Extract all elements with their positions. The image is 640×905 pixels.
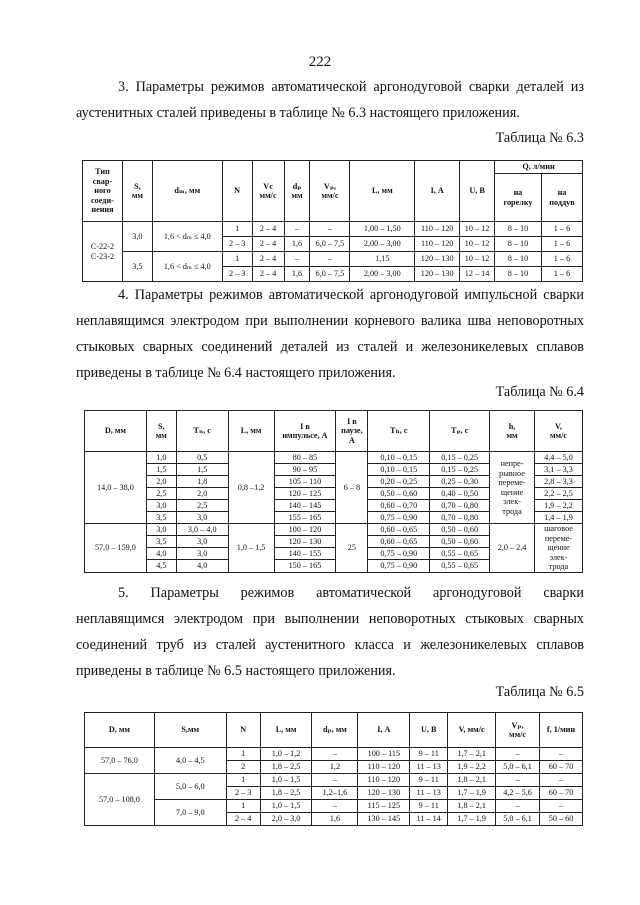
- cell: –: [312, 748, 358, 761]
- paragraph-line: приведены в таблице № 6.4 настоящего приложения.: [76, 365, 396, 381]
- cell: 3,5: [146, 536, 176, 548]
- header-th: Tₕ, с: [368, 411, 430, 452]
- header-s: S,мм: [154, 713, 226, 748]
- paragraph-line: 4. Параметры режимов автоматической аргонодуговой импульсной сварки: [118, 287, 584, 303]
- cell: 1: [226, 774, 260, 787]
- cell: 6,0 – 7,5: [310, 237, 350, 252]
- cell: 1,9 – 2,2: [448, 761, 496, 774]
- page-number: 222: [308, 54, 332, 70]
- cell: 60 – 70: [540, 787, 583, 800]
- cell: –: [496, 748, 540, 761]
- cell: 4,0 – 4,5: [154, 748, 226, 774]
- table-row: [85, 774, 583, 787]
- cell: 0,75 – 0,90: [368, 560, 430, 572]
- cell: 1,6 < dₘ ≤ 4,0: [152, 222, 222, 252]
- cell: 1,7 – 1,9: [448, 787, 496, 800]
- cell: 2,0 – 2,4: [490, 524, 535, 573]
- cell: 0,8 –1,2: [228, 452, 274, 524]
- paragraph-line: стыковых сварных соединений деталей из сталей и железоникелевых сплавов: [76, 339, 584, 355]
- cell: непре- рывное переме- щение элек- трода: [490, 452, 535, 524]
- cell: 1,2: [312, 761, 358, 774]
- cell: 110 – 120: [358, 761, 410, 774]
- header-n: N: [222, 161, 252, 222]
- cell: 3,0: [176, 512, 228, 524]
- paragraph-line: 5. Параметры режимов автоматической аргонодуговой сварки: [118, 585, 584, 601]
- cell: 1,9 – 2,2: [534, 500, 582, 512]
- cell: 0,60 – 0,65: [368, 524, 430, 536]
- cell: 10 – 12: [460, 222, 495, 237]
- cell: 9 – 11: [410, 748, 448, 761]
- paragraph-line: соединений труб из сталей аустенитного класса и железоникелевых сплавов: [76, 637, 584, 653]
- cell: 2,5: [176, 500, 228, 512]
- header-tp: Tₚ, с: [430, 411, 490, 452]
- cell: 0,75 – 0,90: [368, 512, 430, 524]
- cell: 105 – 110: [274, 476, 336, 488]
- cell: 1,0 – 1,2: [260, 748, 312, 761]
- cell: 9 – 11: [410, 800, 448, 813]
- cell: 1 – 6: [541, 252, 582, 267]
- cell: 1,15: [350, 252, 415, 267]
- cell: 0,10 – 0,15: [368, 464, 430, 476]
- cell: 130 – 145: [358, 813, 410, 826]
- cell: 5,0 – 6,0: [154, 774, 226, 800]
- cell: 4,4 – 5,0: [534, 452, 582, 464]
- header-i: I, А: [358, 713, 410, 748]
- cell: 2 – 3: [222, 267, 252, 282]
- cell: 1,8: [176, 476, 228, 488]
- cell: 5,0 – 6,1: [496, 761, 540, 774]
- cell: 2,00 – 3,00: [350, 237, 415, 252]
- cell: 150 – 165: [274, 560, 336, 572]
- header-tn: Tₙ, с: [176, 411, 228, 452]
- cell: 120 – 130: [358, 787, 410, 800]
- cell: 1,00 – 1,50: [350, 222, 415, 237]
- cell: 1,7 – 2,1: [448, 748, 496, 761]
- cell: шаговое переме- щение элек- трода: [534, 524, 582, 573]
- cell: 4,0: [176, 560, 228, 572]
- header-d: dₘ, мм: [152, 161, 222, 222]
- cell: –: [540, 774, 583, 787]
- cell: 3,0: [176, 536, 228, 548]
- cell: –: [496, 774, 540, 787]
- cell: 90 – 95: [274, 464, 336, 476]
- header-d: D, мм: [85, 713, 155, 748]
- cell: 5,0 – 6,1: [496, 813, 540, 826]
- cell: 11 – 13: [410, 761, 448, 774]
- table-6-4-caption: Таблица № 6.4: [495, 384, 584, 400]
- cell: 8 – 10: [495, 237, 542, 252]
- cell: –: [310, 252, 350, 267]
- cell: 57,0 – 159,0: [85, 524, 147, 573]
- cell: 2 – 3: [226, 787, 260, 800]
- cell: 120 – 125: [274, 488, 336, 500]
- header-u: U, В: [460, 161, 495, 222]
- paragraph-line: неплавящимся электродом при выполнении корневого валика шва неповоротных: [76, 313, 584, 329]
- cell: 0,60 – 0,65: [368, 536, 430, 548]
- cell: 2,0: [176, 488, 228, 500]
- cell: 115 – 125: [358, 800, 410, 813]
- cell: –: [540, 748, 583, 761]
- paragraph-3: [76, 74, 584, 126]
- cell: 3,5: [122, 252, 152, 282]
- header-q: Q, л/мин: [495, 161, 583, 174]
- cell: 3,0: [122, 222, 152, 252]
- cell: 1,2–1,6: [312, 787, 358, 800]
- cell: 4,0: [146, 548, 176, 560]
- cell: 2,0: [146, 476, 176, 488]
- header-i-pulse: I в импульсе, А: [274, 411, 336, 452]
- cell: 0,50 – 0,60: [430, 536, 490, 548]
- cell: 11 – 13: [410, 787, 448, 800]
- cell: 2,5: [146, 488, 176, 500]
- header-u: U, В: [410, 713, 448, 748]
- cell: 3,0 – 4,0: [176, 524, 228, 536]
- header-vc: Vc мм/с: [252, 161, 284, 222]
- cell: 2,00 – 3,00: [350, 267, 415, 282]
- cell: –: [284, 222, 310, 237]
- cell: 1,6: [312, 813, 358, 826]
- cell: 7,0 – 9,0: [154, 800, 226, 826]
- table-6-5: [84, 712, 583, 826]
- cell: 140 – 145: [274, 500, 336, 512]
- table-6-3: [82, 160, 583, 282]
- table-row: [85, 748, 583, 761]
- paragraph-line: неплавящимся электродом при выполнении неповоротных стыковых сварных: [76, 611, 584, 627]
- cell: 2 – 3: [222, 237, 252, 252]
- cell: 100 – 115: [358, 748, 410, 761]
- cell: 110 – 120: [358, 774, 410, 787]
- cell: 120 – 130: [415, 252, 460, 267]
- cell: 120 – 130: [415, 267, 460, 282]
- cell: 1: [226, 800, 260, 813]
- paragraph-5: [76, 580, 584, 684]
- header-l: L, мм: [260, 713, 312, 748]
- header-h: h, мм: [490, 411, 535, 452]
- cell: –: [284, 252, 310, 267]
- header-dp: dₚ, мм: [312, 713, 358, 748]
- cell: 10 – 12: [460, 237, 495, 252]
- cell: 0,50 – 0,60: [430, 524, 490, 536]
- cell: 1,6 < dₘ ≤ 4,0: [152, 252, 222, 282]
- cell: 80 – 85: [274, 452, 336, 464]
- cell: 0,50 – 0,60: [368, 488, 430, 500]
- cell: 1,0 – 1,5: [228, 524, 274, 573]
- cell: 140 – 155: [274, 548, 336, 560]
- cell: 1,0 – 1,5: [260, 800, 312, 813]
- table-row: [85, 524, 583, 536]
- header-i: I, А: [415, 161, 460, 222]
- header-q-torch: на горелку: [495, 174, 542, 222]
- cell: 155 – 165: [274, 512, 336, 524]
- cell: 0,40 – 0,50: [430, 488, 490, 500]
- cell: 2 – 4: [252, 237, 284, 252]
- cell: 1,6: [284, 237, 310, 252]
- cell: 3,5: [146, 512, 176, 524]
- cell: 6,0 – 7,5: [310, 267, 350, 282]
- cell: 8 – 10: [495, 267, 542, 282]
- cell: 1 – 6: [541, 237, 582, 252]
- table-6-5-caption: Таблица № 6.5: [495, 684, 584, 700]
- cell: –: [496, 800, 540, 813]
- cell: 6 – 8: [336, 452, 368, 524]
- cell: 2 – 4: [252, 222, 284, 237]
- paragraph-line: 3. Параметры режимов автоматической аргонодуговой сварки деталей из: [118, 79, 584, 95]
- cell: 1,5: [146, 464, 176, 476]
- table-6-3-caption: Таблица № 6.3: [495, 130, 584, 146]
- cell: 0,75 – 0,90: [368, 548, 430, 560]
- cell: –: [312, 774, 358, 787]
- header-f: f, 1/мин: [540, 713, 583, 748]
- cell: 1,8 – 2,1: [448, 774, 496, 787]
- cell: 0,15 – 0,25: [430, 452, 490, 464]
- cell: 25: [336, 524, 368, 573]
- header-dp: dₚ мм: [284, 161, 310, 222]
- header-s: S, мм: [122, 161, 152, 222]
- header-q-purge: на поддув: [541, 174, 582, 222]
- table-6-4: [84, 410, 583, 573]
- cell: 12 – 14: [460, 267, 495, 282]
- cell: 1,5: [176, 464, 228, 476]
- table-row: [85, 452, 583, 464]
- cell: –: [312, 800, 358, 813]
- cell: 1,8 – 2,5: [260, 761, 312, 774]
- cell: 4,2 – 5,6: [496, 787, 540, 800]
- header-l: L, мм: [228, 411, 274, 452]
- cell: 0,10 – 0,15: [368, 452, 430, 464]
- cell: 50 – 60: [540, 813, 583, 826]
- cell: 14,0 – 38,0: [85, 452, 147, 524]
- cell: 0,60 – 0,70: [368, 500, 430, 512]
- cell: 2,8 – 3,3: [534, 476, 582, 488]
- cell: 2: [226, 761, 260, 774]
- cell: 9 – 11: [410, 774, 448, 787]
- cell: 2 – 4: [226, 813, 260, 826]
- cell: 0,70 – 0,80: [430, 500, 490, 512]
- cell: 1,8 – 2,1: [448, 800, 496, 813]
- cell: 3,1 – 3,3: [534, 464, 582, 476]
- cell: 100 – 120: [274, 524, 336, 536]
- table-row: [83, 222, 583, 237]
- cell: 1,4 – 1,9: [534, 512, 582, 524]
- cell: 2,0 – 3,0: [260, 813, 312, 826]
- cell: 3,0: [146, 524, 176, 536]
- cell: 2,2 – 2,5: [534, 488, 582, 500]
- cell: 0,70 – 0,80: [430, 512, 490, 524]
- cell: 110 – 120: [415, 237, 460, 252]
- table-row: [85, 800, 583, 813]
- cell: 57,0 – 76,0: [85, 748, 155, 774]
- cell: 3,0: [176, 548, 228, 560]
- cell: 2 – 4: [252, 252, 284, 267]
- cell: 1: [226, 748, 260, 761]
- cell: 1: [222, 222, 252, 237]
- cell: 0,5: [176, 452, 228, 464]
- cell: 4,5: [146, 560, 176, 572]
- table-row: [83, 252, 583, 267]
- cell: –: [310, 222, 350, 237]
- header-v: V, мм/с: [448, 713, 496, 748]
- cell: 0,25 – 0,30: [430, 476, 490, 488]
- cell: 11 – 14: [410, 813, 448, 826]
- cell: 1: [222, 252, 252, 267]
- header-type: Тип свар- ного соеди- нения: [83, 161, 123, 222]
- cell: 0,55 – 0,65: [430, 548, 490, 560]
- header-s: S, мм: [146, 411, 176, 452]
- cell: 10 – 12: [460, 252, 495, 267]
- header-d: D, мм: [85, 411, 147, 452]
- header-v: V, мм/с: [534, 411, 582, 452]
- cell: 1 – 6: [541, 267, 582, 282]
- header-i-pause: I в паузе, А: [336, 411, 368, 452]
- cell: 2 – 4: [252, 267, 284, 282]
- cell: 0,55 – 0,65: [430, 560, 490, 572]
- cell: 1,0: [146, 452, 176, 464]
- header-vp: Vₚ, мм/с: [496, 713, 540, 748]
- cell: 110 – 120: [415, 222, 460, 237]
- cell: 57,0 – 108,0: [85, 774, 155, 826]
- cell: 1,0 – 1,5: [260, 774, 312, 787]
- paragraph-line: аустенитных сталей приведены в таблице № 6.3 настоящего приложения.: [76, 105, 520, 121]
- cell: 0,15 – 0,25: [430, 464, 490, 476]
- cell: –: [540, 800, 583, 813]
- cell: 0,20 – 0,25: [368, 476, 430, 488]
- cell: 1,8 – 2,5: [260, 787, 312, 800]
- cell: 1,6: [284, 267, 310, 282]
- cell: 8 – 10: [495, 252, 542, 267]
- cell: 1 – 6: [541, 222, 582, 237]
- cell: 1,7 – 1,9: [448, 813, 496, 826]
- cell: 120 – 130: [274, 536, 336, 548]
- paragraph-line: приведены в таблице № 6.5 настоящего приложения.: [76, 663, 396, 679]
- header-vp: Vₚ, мм/с: [310, 161, 350, 222]
- header-n: N: [226, 713, 260, 748]
- header-l: L, мм: [350, 161, 415, 222]
- cell: 8 – 10: [495, 222, 542, 237]
- cell: 60 – 70: [540, 761, 583, 774]
- joint-type: С-22-2 С-23-2: [83, 222, 123, 282]
- paragraph-4: [76, 282, 584, 386]
- cell: 3,0: [146, 500, 176, 512]
